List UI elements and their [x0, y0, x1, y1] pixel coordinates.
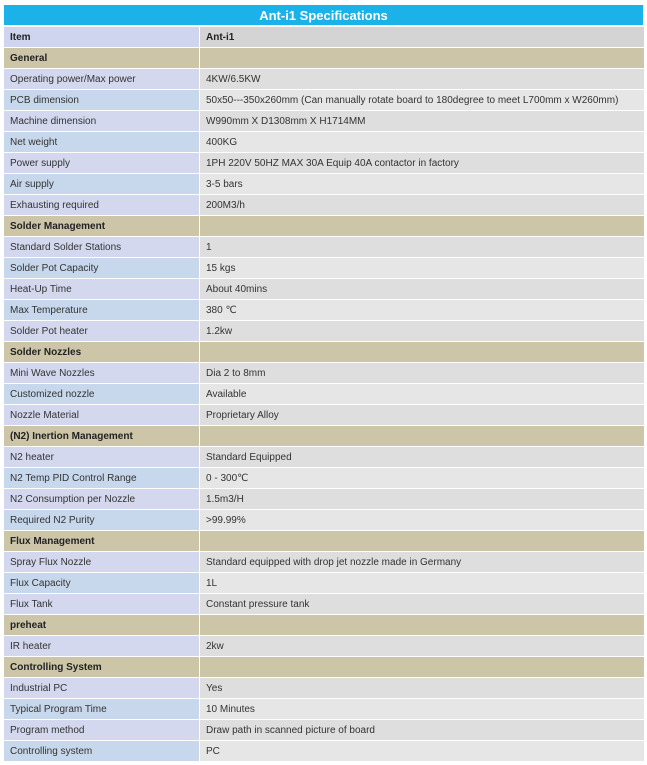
spec-name: Operating power/Max power [4, 69, 200, 90]
table-row [4, 237, 645, 258]
section-label: General [4, 48, 200, 69]
table-row [4, 258, 645, 279]
spec-name: Solder Pot heater [4, 321, 200, 342]
section-row [4, 216, 645, 237]
table-row [4, 384, 645, 405]
spec-value: Yes [200, 678, 645, 699]
table-row [4, 720, 645, 741]
spec-table-body [4, 27, 645, 762]
spec-name: PCB dimension [4, 90, 200, 111]
table-row [4, 699, 645, 720]
spec-name: Typical Program Time [4, 699, 200, 720]
table-row [4, 489, 645, 510]
spec-name: Spray Flux Nozzle [4, 552, 200, 573]
table-row [4, 174, 645, 195]
table-row [4, 552, 645, 573]
table-row [4, 69, 645, 90]
section-row [4, 615, 645, 636]
spec-value: 4KW/6.5KW [200, 69, 645, 90]
spec-value: W990mm X D1308mm X H1714MM [200, 111, 645, 132]
section-label: Controlling System [4, 657, 200, 678]
section-label: Solder Nozzles [4, 342, 200, 363]
spec-value: Standard Equipped [200, 447, 645, 468]
table-row [4, 153, 645, 174]
spec-name: Standard Solder Stations [4, 237, 200, 258]
spec-name: Machine dimension [4, 111, 200, 132]
spec-value: Standard equipped with drop jet nozzle made in Germany [200, 552, 645, 573]
spec-value: 1L [200, 573, 645, 594]
table-row [4, 279, 645, 300]
section-label: preheat [4, 615, 200, 636]
table-row [4, 447, 645, 468]
spec-name: Controlling system [4, 741, 200, 762]
spec-name: Industrial PC [4, 678, 200, 699]
table-row [4, 405, 645, 426]
spec-name: Max Temperature [4, 300, 200, 321]
spec-value: 1 [200, 237, 645, 258]
spec-table [3, 26, 645, 762]
header-model: Ant-i1 [200, 27, 645, 48]
spec-name: Net weight [4, 132, 200, 153]
table-row [4, 90, 645, 111]
spec-value: >99.99% [200, 510, 645, 531]
table-row [4, 132, 645, 153]
spec-name: IR heater [4, 636, 200, 657]
spec-name: Nozzle Material [4, 405, 200, 426]
spec-value: 400KG [200, 132, 645, 153]
table-row [4, 741, 645, 762]
table-row [4, 195, 645, 216]
section-row [4, 657, 645, 678]
section-spacer [200, 48, 645, 69]
table-row [4, 510, 645, 531]
spec-value: Draw path in scanned picture of board [200, 720, 645, 741]
spec-name: Flux Tank [4, 594, 200, 615]
section-row [4, 531, 645, 552]
spec-name: Required N2 Purity [4, 510, 200, 531]
section-label: (N2) Inertion Management [4, 426, 200, 447]
header-item: Item [4, 27, 200, 48]
spec-value: 3-5 bars [200, 174, 645, 195]
section-row [4, 426, 645, 447]
table-row [4, 300, 645, 321]
spec-value: Available [200, 384, 645, 405]
table-row [4, 468, 645, 489]
spec-name: Air supply [4, 174, 200, 195]
spec-value: About 40mins [200, 279, 645, 300]
spec-value: 10 Minutes [200, 699, 645, 720]
section-spacer [200, 657, 645, 678]
spec-value: Proprietary Alloy [200, 405, 645, 426]
section-spacer [200, 216, 645, 237]
spec-value: 15 kgs [200, 258, 645, 279]
spec-name: Exhausting required [4, 195, 200, 216]
section-spacer [200, 615, 645, 636]
spec-name: N2 Consumption per Nozzle [4, 489, 200, 510]
spec-value: 50x50---350x260mm (Can manually rotate board to 180degree to meet L700mm x W260mm) [200, 90, 645, 111]
table-row [4, 111, 645, 132]
table-row [4, 321, 645, 342]
spec-value: 1.2kw [200, 321, 645, 342]
spec-value: PC [200, 741, 645, 762]
spec-name: Program method [4, 720, 200, 741]
spec-name: Solder Pot Capacity [4, 258, 200, 279]
spec-table-container [3, 4, 644, 762]
table-row [4, 678, 645, 699]
spec-value: 1.5m3/H [200, 489, 645, 510]
section-row [4, 48, 645, 69]
section-label: Flux Management [4, 531, 200, 552]
spec-name: N2 Temp PID Control Range [4, 468, 200, 489]
spec-value: 1PH 220V 50HZ MAX 30A Equip 40A contactor in factory [200, 153, 645, 174]
spec-name: Power supply [4, 153, 200, 174]
table-row [4, 594, 645, 615]
table-row [4, 636, 645, 657]
spec-name: Customized nozzle [4, 384, 200, 405]
table-title: Ant-i1 Specifications [3, 4, 644, 26]
spec-value: 2kw [200, 636, 645, 657]
table-row [4, 573, 645, 594]
section-spacer [200, 342, 645, 363]
table-header-row [4, 27, 645, 48]
spec-value: 0 - 300℃ [200, 468, 645, 489]
section-label: Solder Management [4, 216, 200, 237]
spec-name: Heat-Up Time [4, 279, 200, 300]
spec-value: 380 ℃ [200, 300, 645, 321]
spec-name: Flux Capacity [4, 573, 200, 594]
section-spacer [200, 531, 645, 552]
spec-name: N2 heater [4, 447, 200, 468]
spec-value: 200M3/h [200, 195, 645, 216]
section-spacer [200, 426, 645, 447]
spec-value: Constant pressure tank [200, 594, 645, 615]
section-row [4, 342, 645, 363]
table-row [4, 363, 645, 384]
spec-value: Dia 2 to 8mm [200, 363, 645, 384]
spec-name: Mini Wave Nozzles [4, 363, 200, 384]
